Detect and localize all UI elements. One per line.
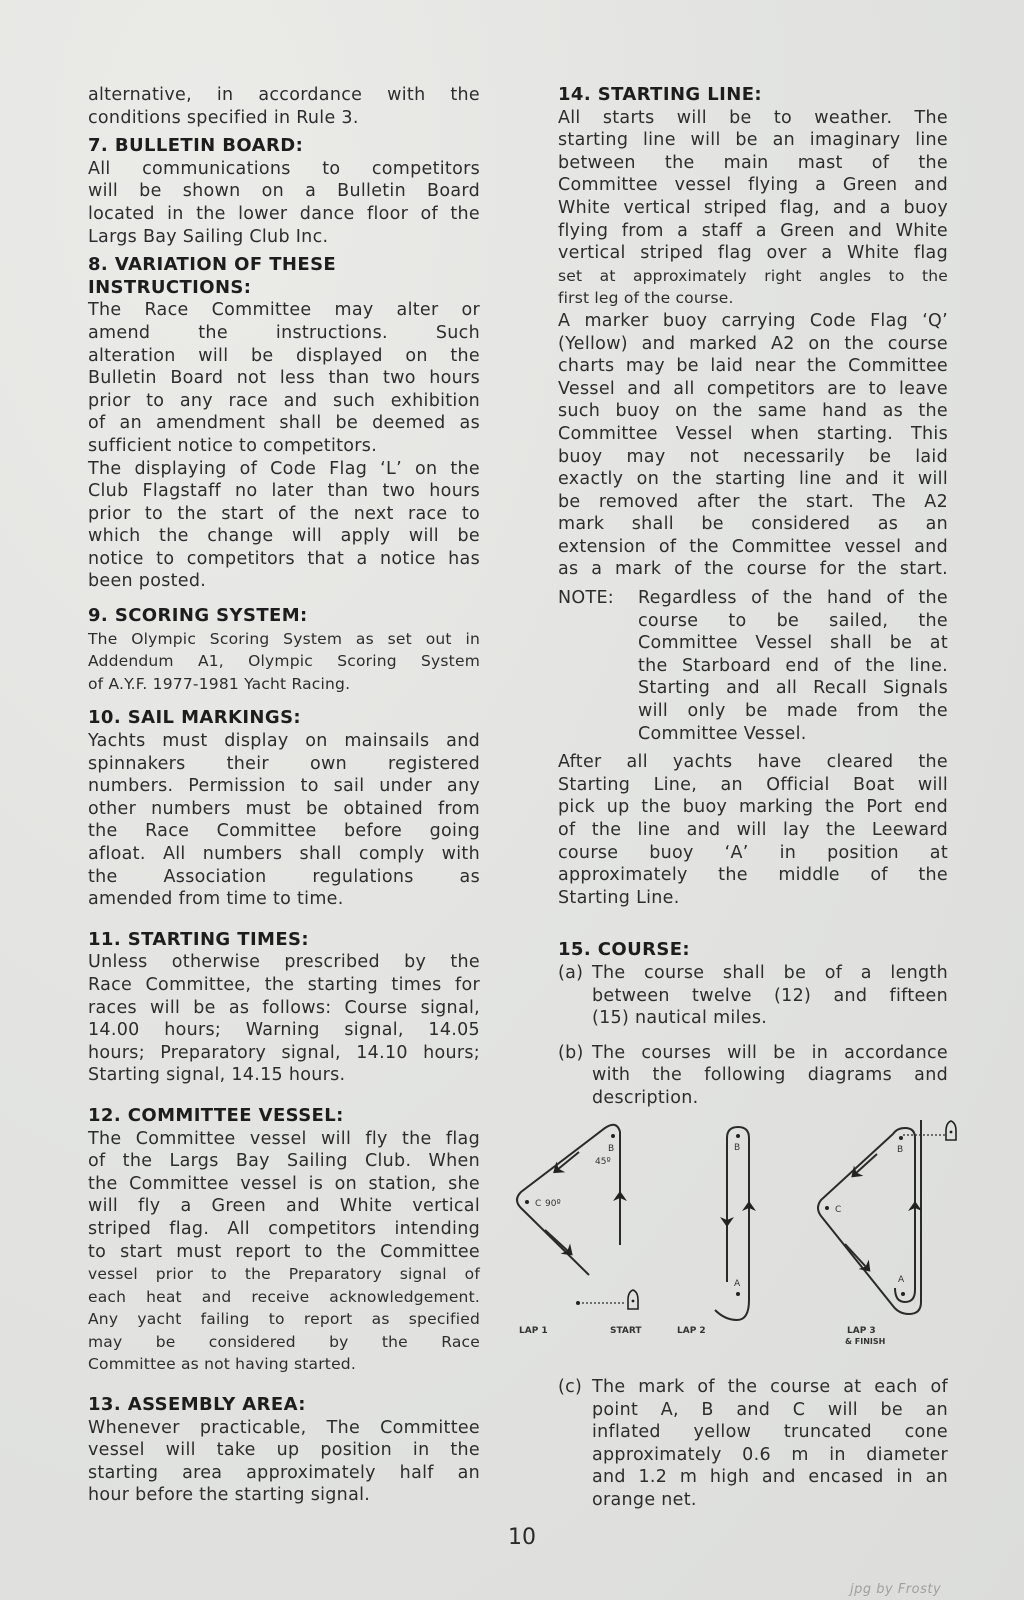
section-heading: 12. COMMITTEE VESSEL: — [88, 1104, 344, 1126]
mark-b-dot — [611, 1134, 615, 1138]
lap2-mark-a-label: A — [734, 1279, 741, 1289]
body-line: inflated yellow truncated cone — [592, 1422, 948, 1443]
body-line: located in the lower dance floor of the — [88, 203, 480, 224]
body-line: the Race Committee before going — [88, 821, 480, 842]
body-line: between the main mast of the — [558, 152, 948, 173]
body-line: buoy may not necessarily be laid — [558, 446, 948, 467]
body-line: mark shall be considered as an — [558, 514, 948, 535]
body-line: starting area approximately half an — [88, 1462, 480, 1483]
lap2-mark-b-dot — [736, 1134, 740, 1138]
section-heading: 11. STARTING TIMES: — [88, 928, 310, 950]
body-line: will be shown on a Bulletin Board — [88, 181, 480, 202]
body-line: Yachts must display on mainsails and — [88, 731, 480, 752]
section-heading: INSTRUCTIONS: — [88, 276, 252, 298]
note-label: NOTE: — [558, 588, 615, 609]
lap3-mark-b-label: B — [897, 1145, 904, 1155]
body-line: exactly on the starting line and it will — [558, 469, 948, 490]
body-line: and 1.2 m high and encased in an — [592, 1467, 948, 1488]
body-line: starting line will be an imaginary line — [558, 130, 948, 151]
body-line: description. — [592, 1087, 699, 1108]
body-line: Committee as not having started. — [88, 1355, 356, 1374]
body-line: charts may be laid near the Committee — [558, 356, 948, 377]
body-line: as a mark of the course for the start. — [558, 559, 948, 580]
body-line: pick up the buoy marking the Port end — [558, 797, 948, 818]
note-line: Starting and all Recall Signals — [638, 678, 948, 699]
angle-b-label: 45º — [595, 1157, 611, 1167]
body-line: other numbers must be obtained from — [88, 798, 480, 819]
body-line: set at approximately right angles to the — [558, 266, 948, 285]
item-label: (c) — [558, 1377, 583, 1397]
start-pin-dot — [576, 1301, 580, 1305]
note-line: will only be made from the — [638, 701, 948, 722]
body-line: approximately the middle of the — [558, 865, 948, 886]
intro-line: alternative, in accordance with the — [88, 85, 480, 105]
body-line: afloat. All numbers shall comply with — [88, 844, 480, 864]
body-line: of an amendment shall be deemed as — [88, 413, 480, 434]
lap2-diagram — [715, 1127, 749, 1320]
body-line: All starts will be to weather. The — [558, 107, 948, 128]
body-line: orange net. — [592, 1489, 697, 1510]
body-line: approximately 0.6 m in diameter — [592, 1444, 948, 1465]
body-line: with the following diagrams and — [592, 1065, 948, 1086]
section-sail-markings — [88, 707, 480, 910]
body-line: alteration will be displayed on the — [88, 345, 480, 366]
body-line: each heat and receive acknowledgement. — [88, 1287, 480, 1306]
note-line: Committee Vessel. — [638, 723, 807, 744]
body-line: (15) nautical miles. — [592, 1008, 768, 1029]
section-scoring-system — [88, 605, 480, 695]
right-column — [558, 84, 948, 1110]
lap3-mark-a-label: A — [898, 1275, 905, 1285]
body-line: will fly a Green and White vertical — [88, 1196, 480, 1217]
section-heading: 14. STARTING LINE: — [558, 84, 762, 105]
body-line: Any yacht failing to report as specified — [88, 1310, 480, 1329]
section-course — [558, 939, 948, 1109]
body-line: Race Committee, the starting times for — [88, 974, 480, 995]
body-line: Starting Line, an Official Boat will — [558, 774, 948, 795]
body-line: spinnakers their own registered — [88, 753, 480, 774]
body-line: be removed after the start. The A2 — [558, 491, 948, 512]
note-block — [558, 587, 948, 745]
body-line: hours; Preparatory signal, 14.10 hours; — [88, 1042, 480, 1063]
body-line: the Association regulations as — [88, 866, 480, 887]
body-line — [558, 1376, 948, 1399]
body-line: Starting signal, 14.15 hours. — [88, 1065, 346, 1086]
body-line: The Olympic Scoring System as set out in — [88, 629, 480, 648]
item-text: The course shall be of a length — [592, 962, 948, 983]
mark-c-dot — [525, 1200, 529, 1204]
page-number: 10 — [508, 1525, 536, 1550]
body-line: Starting Line. — [558, 887, 680, 908]
finish-label: & FINISH — [845, 1337, 886, 1346]
body-line: Largs Bay Sailing Club Inc. — [88, 226, 329, 247]
lap2-mark-b-label: B — [734, 1143, 741, 1153]
note-line: Regardless of the hand of the — [638, 588, 948, 609]
body-line: 14.00 hours; Warning signal, 14.05 — [88, 1020, 480, 1041]
body-line: The Race Committee may alter or — [88, 300, 480, 321]
start-label: START — [610, 1326, 642, 1336]
body-line: of the line and will lay the Leeward — [558, 820, 948, 840]
section-heading: 15. COURSE: — [558, 939, 690, 961]
body-line: notice to competitors that a notice has — [88, 548, 480, 569]
body-line: Committee vessel flying a Green and — [558, 175, 948, 196]
section-heading: 13. ASSEMBLY AREA: — [88, 1394, 306, 1416]
item-label: (a) — [558, 962, 584, 983]
body-line: to start must report to the Committee — [88, 1241, 480, 1262]
course-item-a — [558, 962, 948, 1030]
body-line: (Yellow) and marked A2 on the course — [558, 333, 948, 354]
body-line: prior to any race and such exhibition — [88, 390, 480, 411]
course-item-b — [558, 1042, 948, 1110]
lap2-course-path — [715, 1127, 749, 1320]
body-line: races will be as follows: Course signal, — [88, 997, 480, 1018]
lap3-mark-c-dot — [825, 1206, 829, 1210]
body-line: such buoy on the same hand as the — [558, 401, 948, 422]
body-line: A marker buoy carrying Code Flag ‘Q’ — [558, 310, 948, 331]
intro-line: conditions specified in Rule 3. — [88, 107, 359, 128]
body-line: Vessel and all competitors are to leave — [558, 378, 948, 399]
lap1-arrow-down-right — [545, 1230, 569, 1252]
note-line: the Starboard end of the line. — [638, 655, 948, 676]
body-line: between twelve (12) and fifteen — [592, 985, 948, 1006]
note-line: Committee Vessel shall be at — [638, 633, 948, 654]
lap3-arrow-down-left — [855, 1154, 877, 1174]
section-heading: 8. VARIATION OF THESE — [88, 254, 337, 276]
body-line: sufficient notice to competitors. — [88, 435, 378, 456]
body-line: Whenever practicable, The Committee — [88, 1417, 480, 1438]
note-line: course to be sailed, the — [638, 610, 948, 631]
body-line — [558, 1042, 948, 1065]
mark-c-label: C — [535, 1199, 542, 1209]
body-line: may be considered by the Race — [88, 1332, 480, 1351]
body-line: which the change will apply will be — [88, 526, 480, 547]
body-line: The displaying of Code Flag ‘L’ on the — [88, 458, 480, 479]
lap3-label: LAP 3 — [847, 1326, 876, 1336]
section-heading: 10. SAIL MARKINGS: — [88, 707, 302, 729]
body-line: striped flag. All competitors intending — [88, 1218, 480, 1239]
finish-vessel-icon — [946, 1121, 956, 1140]
watermark: jpg by Frosty — [850, 1582, 942, 1597]
section-committee-vessel — [88, 1105, 480, 1376]
committee-vessel-icon — [628, 1290, 638, 1309]
section-heading: 7. BULLETIN BOARD: — [88, 135, 304, 157]
section-variation-of-instructions — [88, 254, 480, 593]
lap2-mark-a-dot — [736, 1292, 740, 1296]
body-line: hour before the starting signal. — [88, 1485, 371, 1506]
section-heading: 9. SCORING SYSTEM: — [88, 605, 308, 627]
lap3-mark-a-dot — [901, 1292, 905, 1296]
body-line — [558, 962, 948, 985]
body-line: extension of the Committee vessel and — [558, 536, 948, 557]
body-line: vertical striped flag over a White flag — [558, 243, 948, 264]
left-column — [88, 84, 480, 1507]
item-text: The mark of the course at each of — [592, 1377, 948, 1397]
section-bulletin-board — [88, 135, 480, 248]
course-diagrams — [505, 1120, 975, 1360]
item-label: (b) — [558, 1042, 584, 1063]
section-starting-times — [88, 929, 480, 1087]
body-line: Committee Vessel when starting. This — [558, 423, 948, 444]
item-text: The courses will be in accordance — [592, 1042, 948, 1063]
body-line: After all yachts have cleared the — [558, 752, 948, 773]
body-line: Club Flagstaff no later than two hours — [88, 481, 480, 502]
body-line: Bulletin Board not less than two hours — [88, 368, 480, 389]
lap3-mark-c-label: C — [835, 1205, 842, 1215]
body-line: of A.Y.F. 1977-1981 Yacht Racing. — [88, 674, 351, 693]
body-line: first leg of the course. — [558, 289, 734, 308]
lap1-label: LAP 1 — [519, 1326, 548, 1336]
body-line: been posted. — [88, 571, 207, 592]
body-line: White vertical striped flag, and a buoy — [558, 197, 948, 218]
lap2-label: LAP 2 — [677, 1326, 706, 1336]
body-line: amended from time to time. — [88, 889, 344, 910]
mark-b-label: B — [608, 1144, 615, 1154]
section-starting-line — [558, 84, 948, 909]
body-line: The Committee vessel will fly the flag — [88, 1128, 480, 1149]
course-item-c — [558, 1376, 948, 1512]
body-line: point A, B and C will be an — [592, 1399, 948, 1420]
body-line: the Committee vessel is on station, she — [88, 1173, 480, 1194]
section-assembly-area — [88, 1394, 480, 1507]
body-line: course buoy ‘A’ in position at — [558, 842, 948, 863]
body-line: vessel will take up position in the — [88, 1440, 480, 1461]
body-line: amend the instructions. Such — [88, 322, 480, 343]
lap3-arrow-down-right — [845, 1244, 867, 1268]
body-line: Unless otherwise prescribed by the — [88, 952, 480, 973]
angle-c-label: 90º — [545, 1199, 561, 1209]
body-line: Addendum A1, Olympic Scoring System — [88, 652, 480, 671]
lap3-course-path — [818, 1120, 921, 1314]
lap3-mark-b-dot — [899, 1136, 903, 1140]
body-line: of the Largs Bay Sailing Club. When — [88, 1151, 480, 1172]
body-line: All communications to competitors — [88, 158, 480, 179]
body-line: flying from a staff a Green and White — [558, 220, 948, 241]
lap3-diagram — [818, 1120, 945, 1314]
body-line: vessel prior to the Preparatory signal of — [88, 1265, 480, 1284]
body-line: numbers. Permission to sail under any — [88, 776, 480, 797]
body-line: prior to the start of the next race to — [88, 503, 480, 524]
